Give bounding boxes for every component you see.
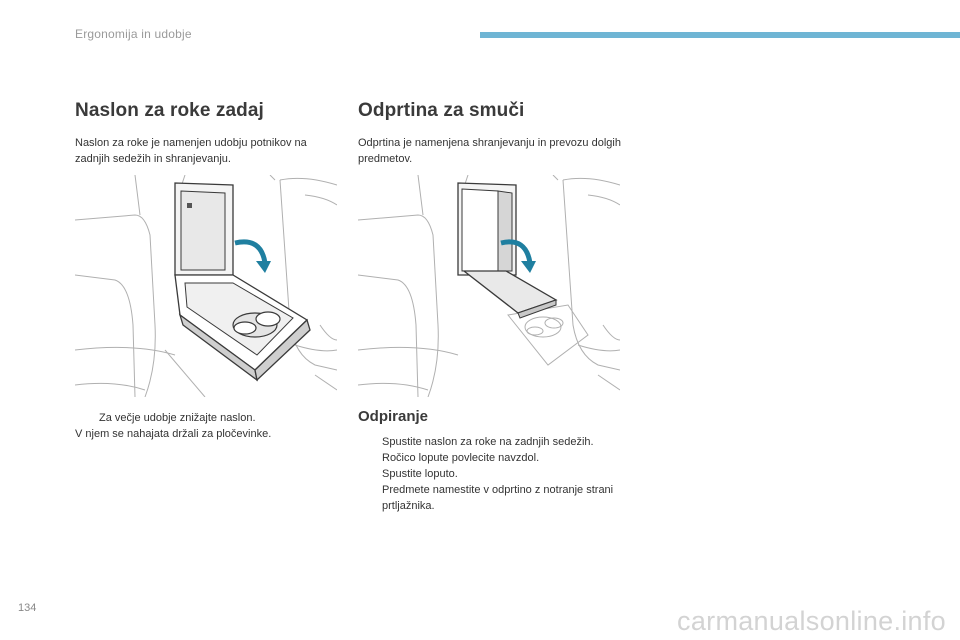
list-item [358, 466, 628, 482]
opening-section [358, 408, 628, 514]
header-accent-bar [480, 32, 960, 38]
step-text: Predmete namestite v odprtino z notranje strani prtljažnika. [382, 484, 614, 512]
armrest-bullet [75, 410, 345, 426]
opening-title: Odpiranje [358, 408, 429, 425]
list-item [358, 450, 628, 466]
armrest-section [75, 100, 343, 167]
armrest-notes [75, 410, 345, 442]
opening-steps [358, 434, 628, 514]
list-item [358, 482, 628, 514]
armrest-illustration [75, 175, 337, 397]
site-watermark: carmanualsonline.info [677, 606, 946, 636]
armrest-bullet-text: Za večje udobje znižajte naslon. [99, 412, 256, 424]
armrest-intro: Naslon za roke je namenjen udobju potnikov na zadnjih sedežih in shranjevanju. [75, 137, 307, 165]
ski-hatch-intro: Odprtina je namenjena shranjevanju in prevozu dolgih predmetov. [358, 137, 621, 165]
ski-hatch-section [358, 100, 626, 167]
ski-hatch-illustration [358, 175, 620, 397]
ski-hatch-title: Odprtina za smuči [358, 100, 525, 121]
header-title: Ergonomija in udobje [75, 27, 192, 41]
step-text: Spustite loputo. [382, 468, 458, 480]
page-number: 134 [18, 602, 37, 614]
step-text: Ročico lopute povlecite navzdol. [382, 452, 540, 464]
armrest-title: Naslon za roke zadaj [75, 100, 264, 121]
step-text: Spustite naslon za roke na zadnjih sedežih. [382, 436, 594, 448]
armrest-note: V njem se nahajata držali za pločevinke. [75, 428, 272, 440]
list-item [358, 434, 628, 450]
